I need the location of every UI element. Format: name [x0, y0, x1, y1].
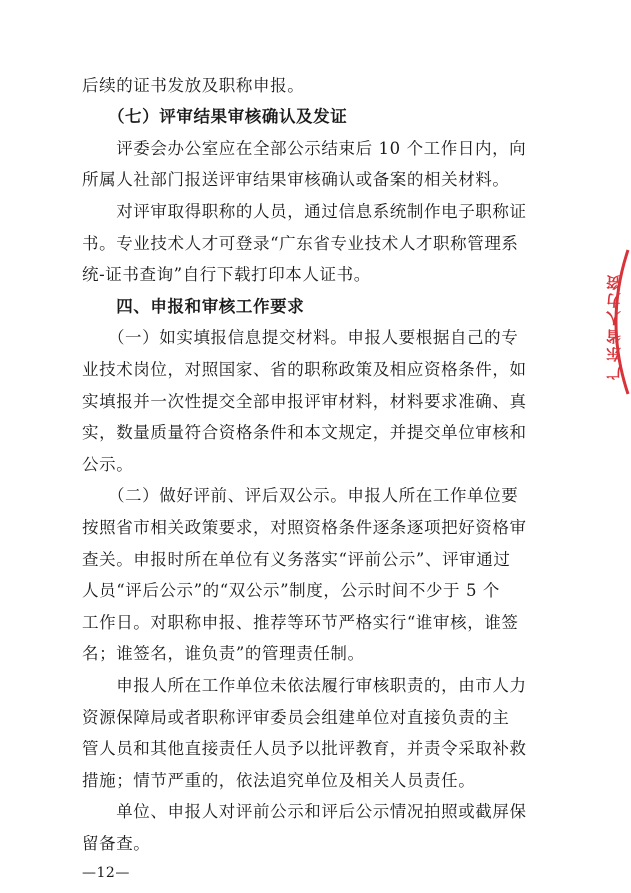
text-line: 所属人社部门报送评审结果审核确认或备案的相关材料。 — [82, 170, 510, 189]
official-seal — [594, 248, 631, 396]
text-line: 申报人所在工作单位未依法履行审核职责的，由市人力 — [82, 676, 527, 695]
text-line: 实填报并一次性提交全部申报评审材料，材料要求准确、真 — [82, 392, 527, 411]
text-line: 统-证书查询”自行下载打印本人证书。 — [82, 265, 371, 284]
text-line: 后续的证书发放及职称申报。 — [82, 76, 305, 95]
text-line: （二）做好评前、评后双公示。申报人所在工作单位要 — [82, 486, 519, 505]
text-line: 书。专业技术人才可登录“广东省专业技术人才职称管理系 — [82, 234, 519, 253]
text-line: 留备查。 — [82, 834, 151, 853]
page-number: —12— — [82, 865, 130, 881]
section-heading: 四、申报和审核工作要求 — [82, 297, 305, 316]
text-line: 人员“评后公示”的“双公示”制度，公示时间不少于 5 个 — [82, 581, 501, 600]
text-line: 措施；情节严重的，依法追究单位及相关人员责任。 — [82, 771, 476, 790]
text-line: 查关。申报时所在单位有义务落实“评前公示”、评审通过 — [82, 550, 511, 569]
text-line: 评委会办公室应在全部公示结束后 10 个工作日内，向 — [82, 139, 527, 158]
text-line: （一）如实填报信息提交材料。申报人要根据自己的专 — [82, 328, 519, 347]
seal-text: 广东省人力资 — [605, 272, 623, 380]
text-line: 名；谁签名，谁负责”的管理责任制。 — [82, 644, 365, 663]
text-line: 单位、申报人对评前公示和评后公示情况拍照或截屏保 — [82, 802, 527, 821]
text-line: 公示。 — [82, 455, 134, 474]
text-line: 管人员和其他直接责任人员予以批评教育，并责令采取补救 — [82, 739, 527, 758]
text-line: 资源保障局或者职称评审委员会组建单位对直接负责的主 — [82, 708, 510, 727]
text-line: 按照省市相关政策要求，对照资格条件逐条逐项把好资格审 — [82, 518, 527, 537]
text-line: 业技术岗位，对照国家、省的职称政策及相应资格条件，如 — [82, 360, 527, 379]
section-heading: （七）评审结果审核确认及发证 — [82, 107, 348, 126]
text-line: 对评审取得职称的人员，通过信息系统制作电子职称证 — [82, 202, 527, 221]
text-line: 实，数量质量符合资格条件和本文规定，并提交单位审核和 — [82, 423, 527, 442]
text-line: 工作日。对职称申报、推荐等环节严格实行“谁审核，谁签 — [82, 613, 519, 632]
